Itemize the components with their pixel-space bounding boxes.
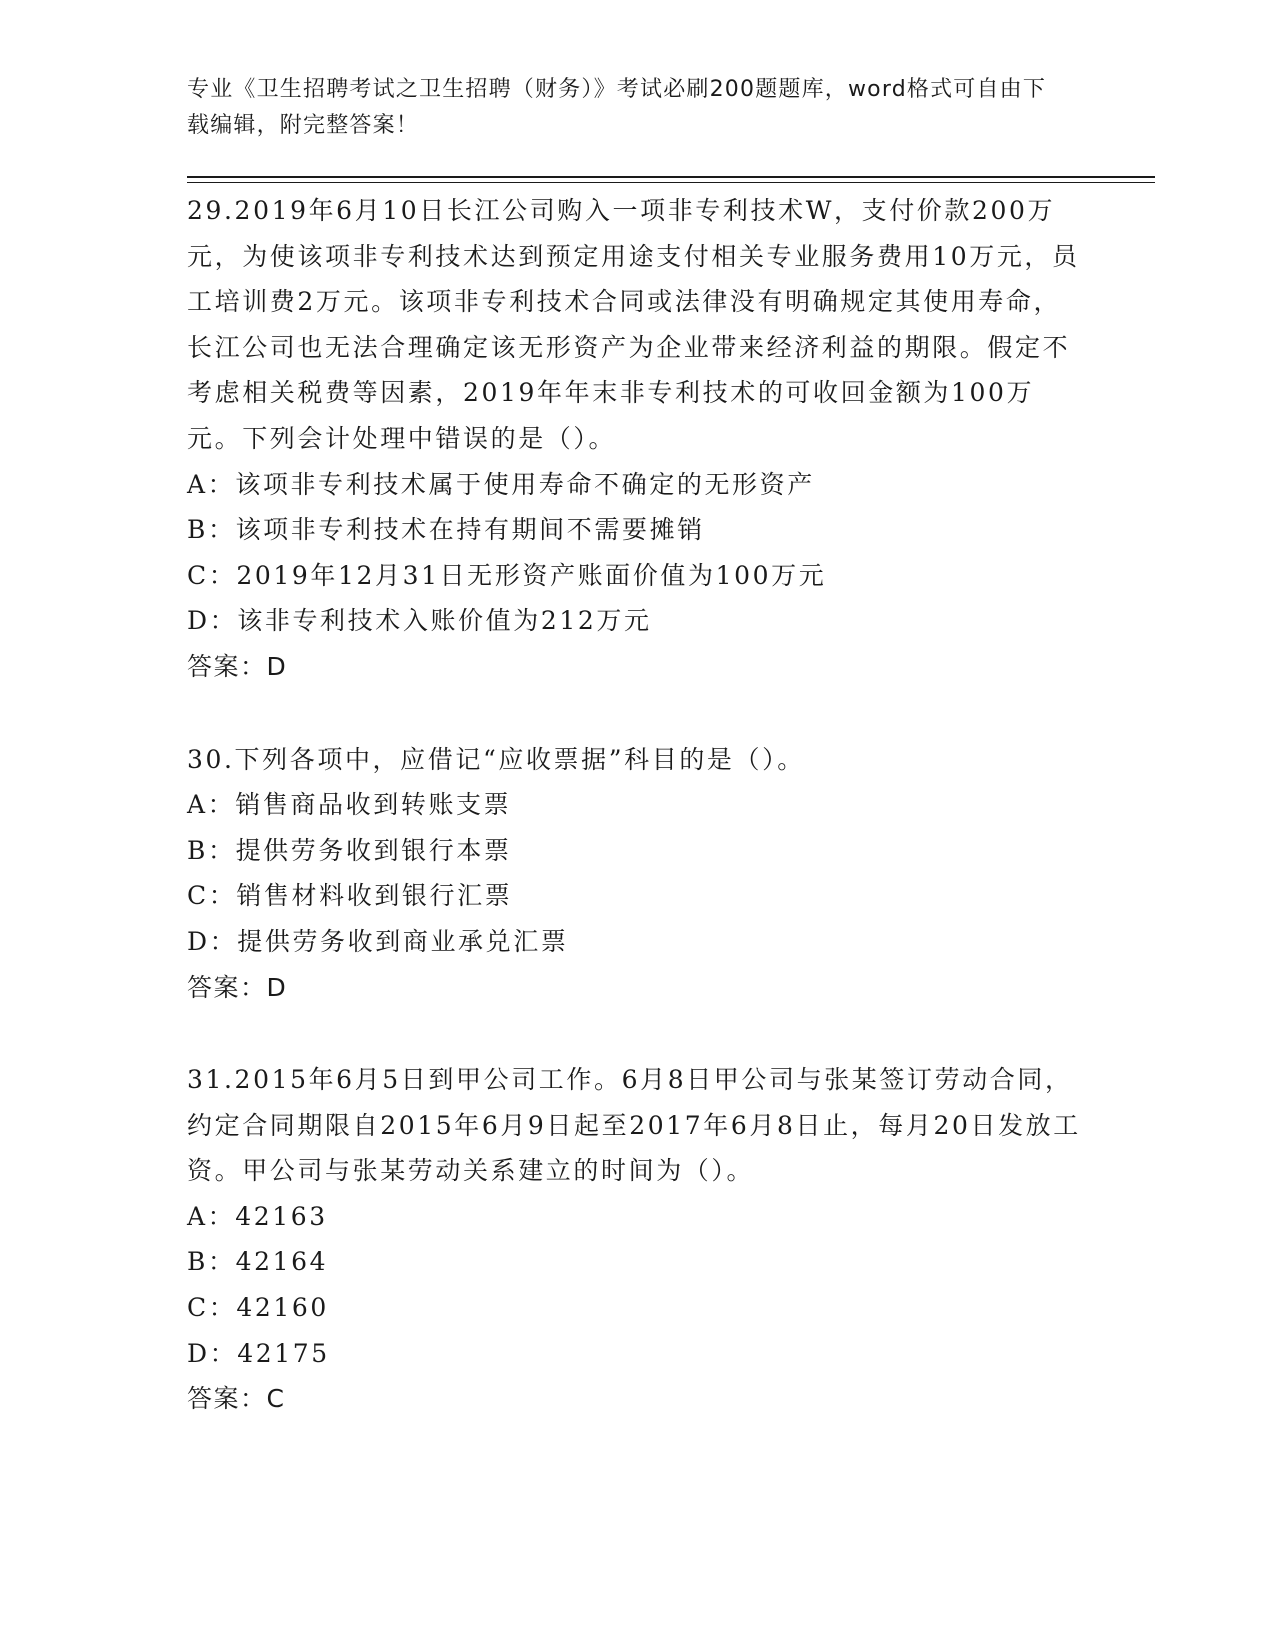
- option-a: A：销售商品收到转账支票: [187, 790, 512, 820]
- option-d: D：提供劳务收到商业承兑汇票: [187, 926, 569, 956]
- option-a: A：该项非专利技术属于使用寿命不确定的无形资产: [187, 469, 815, 499]
- answer-line: 答案：C: [187, 1384, 286, 1414]
- question-stem: 30.下列各项中，应借记“应收票据”科目的是（）。: [187, 744, 805, 774]
- question-29: [187, 188, 1087, 690]
- option-d: D：42175: [187, 1338, 330, 1368]
- option-c: C：42160: [187, 1293, 329, 1323]
- question-list: [187, 188, 1087, 1422]
- option-a: A：42163: [187, 1201, 328, 1231]
- question-30: [187, 737, 1087, 1011]
- question-31: [187, 1057, 1087, 1422]
- question-stem: 29.2019年6月10日长江公司购入一项非专利技术W，支付价款200万元，为使该项非专利技术达到预定用途支付相关专业服务费用10万元，员工培训费2万元。该项非专利技术合同或法律没有明确规定其使用寿命，长江公司也无法合理确定该无形资产为企业带来经济利益的期限。假定不考虑相关税费等因素，2019年年末非专利技术的可收回金额为100万元。下列会计处理中错误的是（）。: [187, 196, 1080, 453]
- option-b: B：42164: [187, 1247, 329, 1277]
- question-stem: 31.2015年6月5日到甲公司工作。6月8日甲公司与张某签订劳动合同，约定合同期限自2015年6月9日起至2017年6月8日止，每月20日发放工资。甲公司与张某劳动关系建立的时间为（）。: [187, 1065, 1081, 1186]
- option-c: C：销售材料收到银行汇票: [187, 881, 513, 911]
- option-c: C：2019年12月31日无形资产账面价值为100万元: [187, 560, 827, 590]
- answer-line: 答案：D: [187, 651, 288, 681]
- page-header: 专业《卫生招聘考试之卫生招聘（财务）》考试必刷200题题库，word格式可自由下载编辑，附完整答案！: [187, 77, 1047, 138]
- option-b: B：提供劳务收到银行本票: [187, 835, 512, 865]
- header-divider-thin: [187, 182, 1155, 183]
- header-divider-thick: [187, 176, 1155, 178]
- option-b: B：该项非专利技术在持有期间不需要摊销: [187, 515, 705, 545]
- answer-line: 答案：D: [187, 972, 288, 1002]
- option-d: D：该非专利技术入账价值为212万元: [187, 606, 652, 636]
